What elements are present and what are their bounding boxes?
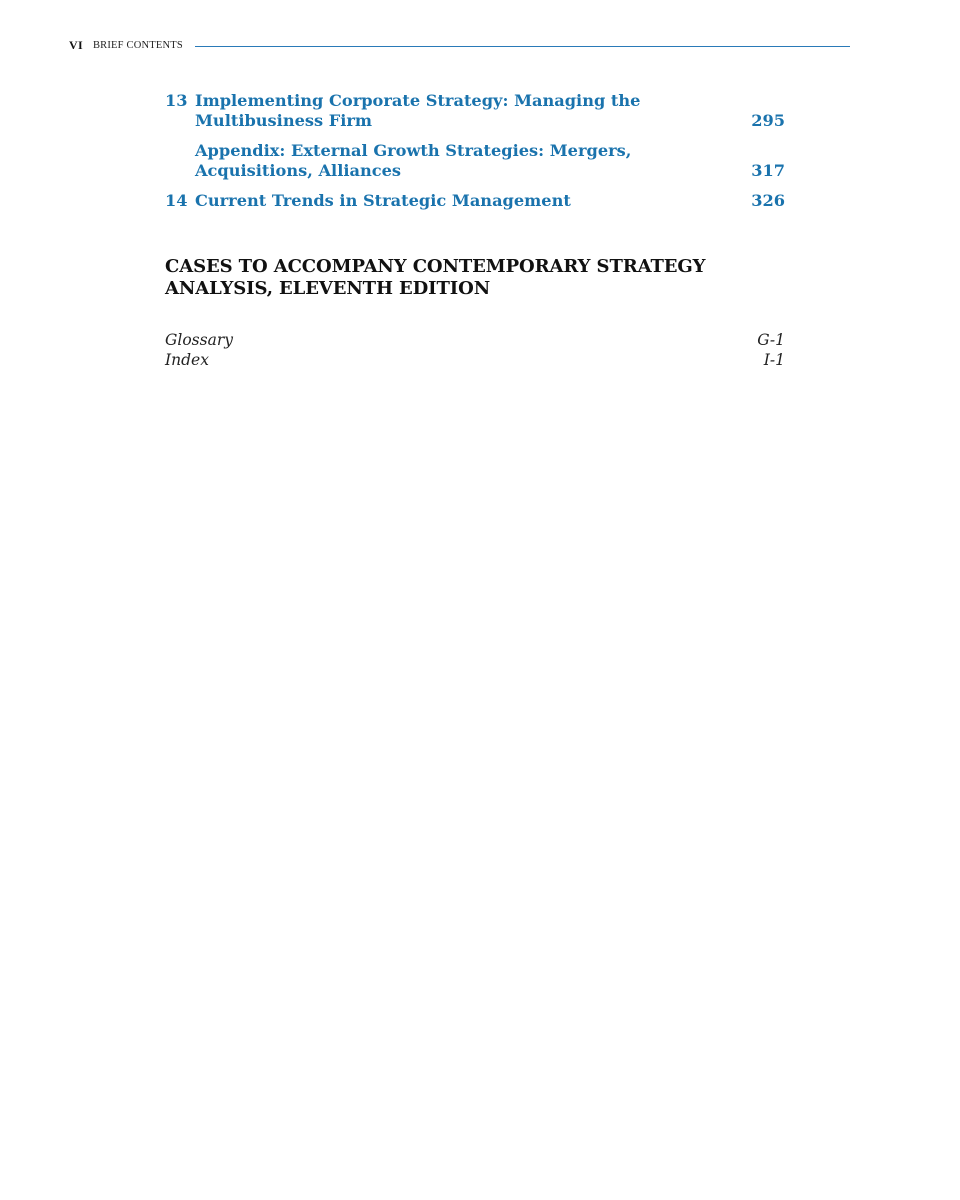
- cases-heading: CASES TO ACCOMPANY CONTEMPORARY STRATEGY ANALYSIS, ELEVENTH EDITION: [165, 256, 706, 299]
- chapter-title: Appendix: External Growth Strategies: Mergers, Acquisitions, Alliances: [195, 141, 632, 180]
- back-matter-label: Index: [165, 351, 209, 369]
- chapter-page: 317: [751, 161, 785, 180]
- back-matter-list: [165, 330, 785, 370]
- toc-entry[interactable]: [165, 141, 785, 181]
- running-header: [69, 38, 850, 52]
- toc-entry[interactable]: [165, 91, 785, 131]
- back-matter-label: Glossary: [165, 331, 233, 349]
- back-matter-page: G-1: [757, 331, 785, 349]
- back-matter-item[interactable]: [165, 350, 785, 370]
- header-rule: [195, 46, 850, 47]
- toc-list: [165, 91, 785, 211]
- back-matter-page: I-1: [763, 351, 785, 369]
- toc-entry[interactable]: [165, 191, 785, 211]
- chapter-page: 326: [751, 191, 785, 210]
- chapter-title: Implementing Corporate Strategy: Managing the Multibusiness Firm: [195, 91, 641, 130]
- chapter-number: 14: [165, 191, 188, 210]
- running-title: BRIEF CONTENTS: [92, 39, 183, 51]
- back-matter-item[interactable]: [165, 330, 785, 350]
- page-number: VI: [69, 37, 83, 52]
- chapter-number: 13: [165, 91, 188, 110]
- chapter-title: Current Trends in Strategic Management: [195, 191, 571, 210]
- chapter-page: 295: [751, 111, 785, 130]
